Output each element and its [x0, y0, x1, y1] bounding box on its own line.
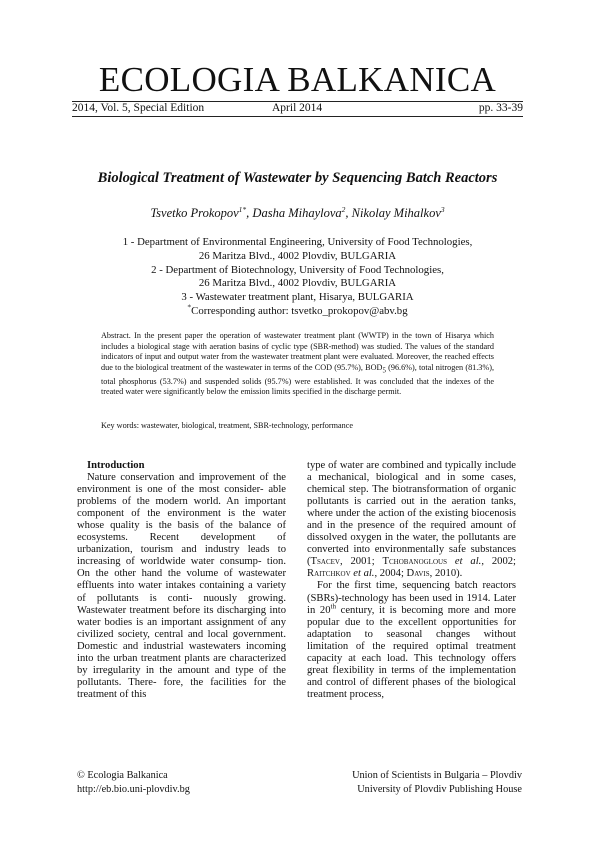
affiliation-line: 26 Maritza Blvd., 4002 Plovdiv, BULGARIA	[198, 249, 397, 262]
footer-publisher-house: University of Plovdiv Publishing House	[357, 783, 522, 795]
body-paragraph	[307, 580, 516, 700]
author-name: Tsvetko Prokopov	[150, 206, 239, 220]
author-separator: ,	[345, 206, 352, 220]
journal-pages: pp. 33-39	[478, 102, 523, 114]
abstract-text-cont: (96.6%), total nitrogen (81.3%), total phosphorus (53.7%) and suspended solids (95.7%) were established. It was concluded that the indexes of the treated water were significantly below the emission limits specified in the discharge permit.	[101, 362, 494, 397]
author-list	[50, 205, 545, 221]
affiliation-block	[60, 236, 535, 319]
author-name: Nikolay Mihalkov	[351, 206, 441, 220]
ordinal-suffix: th	[330, 602, 336, 611]
body-paragraph	[307, 460, 516, 580]
journal-name: ECOLOGIA BALKANICA	[98, 60, 497, 99]
journal-meta-bar	[72, 101, 523, 116]
footer-left	[77, 769, 190, 796]
abstract-subscript: 5	[382, 367, 386, 375]
paragraph-text: type of water are combined and typically include a mechanical, biological and in some cases, chemical step. The biotransformation of organic pollutants is carried out in the aeration tanks, where under the action of the existing biocenosis and in the presence of the required amount of dissolved oxygen in the water, the pollutants are converted into environmentally safe substances (	[307, 460, 516, 568]
footer-publisher: Union of Scientists in Bulgaria – Plovdiv	[352, 770, 522, 781]
citation-tail: , 2001;	[339, 556, 383, 568]
author-mark: 2	[341, 204, 346, 214]
citation-author: Davis	[406, 568, 430, 580]
affiliation-line: 2 - Department of Biotechnology, University of Food Technologies,	[151, 263, 444, 276]
citation-etal: et al.	[350, 568, 375, 580]
paragraph-text-cont: century, it is becoming more and more popular due to the excellent opportunities for adaptation to seasonal changes without limitation of the required optimal treatment capacity at each load. This technology offers great flexibility in terms of the implementation and control of different phases of the biological treatment process,	[307, 604, 516, 700]
footer-copyright: © Ecologia Balkanica	[77, 770, 168, 781]
body-column-right	[307, 460, 516, 701]
citation-etal: et al.	[446, 556, 482, 568]
abstract	[101, 331, 494, 398]
corresponding-author	[60, 302, 535, 319]
citation-author: Raitchkov	[307, 568, 351, 580]
corresponding-mark: *	[187, 302, 192, 312]
keywords: Key words: wastewater, biological, treatment, SBR-technology, performance	[101, 421, 353, 430]
footer-right	[300, 769, 522, 796]
body-column-left	[77, 460, 286, 701]
footer-url[interactable]: http://eb.bio.uni-plovdiv.bg	[77, 783, 190, 795]
citation-author: Tsacev	[310, 556, 340, 568]
affiliation-line: 26 Maritza Blvd., 4002 Plovdiv, BULGARIA	[198, 277, 397, 290]
article-title: Biological Treatment of Wastewater by Sequencing Batch Reactors	[97, 170, 498, 186]
paragraph-text: For the first time, sequencing batch reactors (SBRs)-technology has been used in 1914. Later in 20	[307, 580, 516, 616]
affiliation-line: 1 - Department of Environmental Engineering, University of Food Technologies,	[122, 236, 473, 248]
journal-date: April 2014	[272, 102, 323, 114]
author-separator: ,	[246, 206, 253, 220]
section-heading: Introduction	[87, 460, 145, 471]
citation-tail: , 2004;	[374, 568, 407, 580]
body-paragraph: Nature conservation and improvement of the environment is one of the most consider- able problems of the modern world. An important component of the environment is the water whose quality is the basis of the balance of ecosystems. Recent development of urbanization, tourism and industry leads to increasing of worldwide water consump- tion. On the other hand the volume of wastewater effluents into water intakes containing a variety of pollutants is conti- nuously growing. Wastewater treatment before its discharging into water bodies is an important assignment of any civilized society, central and local government. Domestic and industrial wastewaters incoming into the urban treatment plants are characterized by irregularity in the amount and type of the pollutants. There- fore, the facilities for the treatment of this	[77, 472, 286, 700]
citation-tail: , 2002;	[481, 556, 516, 568]
header-rule-bottom	[72, 116, 523, 117]
author-mark: 1*	[238, 204, 247, 214]
citation-tail: , 2010).	[429, 568, 463, 580]
affiliation-line: 3 - Wastewater treatment plant, Hisarya, BULGARIA	[181, 291, 414, 304]
citation-author: Tchobanoglous	[382, 556, 447, 568]
abstract-text: Abstract. In the present paper the operation of wastewater treatment plant (WWTP) in the town of Hisarya which includes a biological stage with aeration basins of cyclic type (SBR-method) was studied. The values of the standard indicators of input and output water from the wastewater treatment plant were evaluated. Moreover, the reached effects due to the biological treatment of the wastewater in terms of the COD (95.7%), BOD	[101, 331, 494, 372]
author-mark: 3	[440, 204, 445, 214]
corresponding-text: Corresponding author: tsvetko_prokopov@abv.bg	[191, 304, 408, 317]
journal-issue: 2014, Vol. 5, Special Edition	[72, 102, 205, 114]
author-name: Dasha Mihaylova	[252, 206, 342, 220]
